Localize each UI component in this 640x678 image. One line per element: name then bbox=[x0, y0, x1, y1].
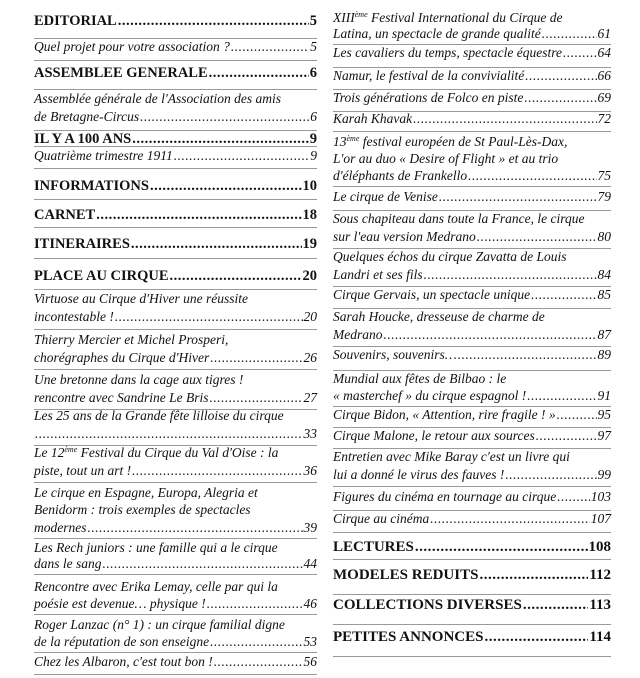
toc-section-informations[interactable] bbox=[34, 175, 317, 200]
entry-title-line: Thierry Mercier et Michel Prosperi, bbox=[34, 332, 229, 347]
toc-article-figures-du-cinema-en-tournage-au-cirque[interactable] bbox=[333, 488, 611, 511]
toc-article-les-25-ans-de-la-grande-fete-lilloise-du[interactable] bbox=[34, 407, 317, 446]
entry-title-line: dans le sang bbox=[34, 556, 102, 571]
toc-article-thierry-mercier-et-michel-prosperi[interactable] bbox=[34, 331, 317, 370]
dot-leader bbox=[207, 595, 303, 612]
entry-title-line: 13ème festival européen de St Paul-Lès-Dax, bbox=[333, 134, 568, 149]
entry-title-line: Souvenirs, souvenirs… bbox=[333, 347, 457, 362]
page-number: 108 bbox=[588, 539, 611, 555]
entry-title-line: Les 25 ans de la Grande fête lilloise du cirque bbox=[34, 408, 284, 423]
dot-leader bbox=[477, 228, 597, 246]
dot-leader bbox=[209, 64, 309, 82]
entry-title-line: Figures du cinéma en tournage au cirque bbox=[333, 489, 557, 504]
dot-leader bbox=[527, 387, 596, 404]
entry-title-line: Quel projet pour votre association ? bbox=[34, 39, 230, 54]
toc-section-modeles-reduits[interactable] bbox=[333, 564, 611, 595]
dot-leader bbox=[214, 654, 303, 670]
toc-article-cirque-au-cinema[interactable] bbox=[333, 510, 611, 533]
entry-title-line: Rencontre avec Erika Lemay, celle par qui la bbox=[34, 579, 278, 594]
entry-title-line: Cirque Bidon, « Attention, rire fragile ! » bbox=[333, 407, 556, 422]
page-number: 75 bbox=[597, 168, 611, 183]
dot-leader bbox=[132, 132, 309, 146]
toc-article-xiii-festival-international-du-cirque-de[interactable] bbox=[333, 10, 611, 45]
entry-title-line: Trois générations de Folco en piste bbox=[333, 90, 524, 105]
entry-title-line: Karah Khavak bbox=[333, 111, 413, 126]
entry-title-line: Assemblée générale de l'Association des amis bbox=[34, 91, 281, 106]
dot-leader bbox=[458, 346, 597, 364]
entry-title-line: PETITES ANNONCES bbox=[333, 629, 484, 645]
entry-title-line: Landri et ses fils bbox=[333, 267, 423, 282]
dot-leader bbox=[536, 427, 597, 444]
page-number: 26 bbox=[303, 350, 317, 365]
toc-article-13-festival-europeen-de-st-paul-les-dax[interactable] bbox=[333, 133, 611, 187]
dot-leader bbox=[413, 111, 596, 127]
dot-leader bbox=[210, 633, 302, 650]
entry-title-line: EDITORIAL bbox=[34, 13, 117, 29]
dot-leader bbox=[524, 89, 596, 107]
page-number: 69 bbox=[597, 90, 611, 105]
toc-article-cirque-bidon-attention-rire-fragile[interactable] bbox=[333, 406, 611, 428]
entry-title-line: ITINERAIRES bbox=[34, 236, 130, 252]
page-number: 87 bbox=[597, 327, 611, 342]
page-number: 39 bbox=[303, 519, 317, 535]
page-number: 97 bbox=[597, 428, 611, 443]
entry-title-line: Chez les Albaron, c'est tout bon ! bbox=[34, 654, 213, 669]
page-number: 112 bbox=[589, 567, 611, 583]
dot-leader bbox=[424, 266, 597, 284]
toc-article-virtuose-au-cirque-d-hiver-une-reussite[interactable] bbox=[34, 290, 317, 330]
toc-article-les-rech-juniors-une-famille-qui-a-le-ci[interactable] bbox=[34, 540, 317, 575]
page-number: 44 bbox=[303, 556, 317, 571]
entry-title-line: incontestable ! bbox=[34, 309, 114, 324]
page-number: 72 bbox=[597, 111, 611, 126]
entry-title-line: Le cirque de Venise bbox=[333, 189, 438, 204]
toc-section-place-au-cirque[interactable] bbox=[34, 265, 317, 290]
dot-leader bbox=[531, 286, 596, 304]
entry-title-line: d'éléphants de Frankello bbox=[333, 168, 468, 183]
entry-title-line: Medrano bbox=[333, 327, 383, 342]
dot-leader bbox=[96, 206, 301, 224]
entry-title-line: rencontre avec Sandrine Le Bris bbox=[34, 390, 209, 405]
page-number: 33 bbox=[303, 426, 317, 441]
page-number: 80 bbox=[597, 229, 611, 244]
page-number: 18 bbox=[302, 207, 317, 223]
toc-article-sous-chapiteau-dans-toute-la-france-le-c[interactable] bbox=[333, 210, 611, 249]
page-number: 79 bbox=[597, 189, 611, 204]
toc-article-souvenirs-souvenirs[interactable] bbox=[333, 346, 611, 371]
entry-title-line: Les cavaliers du temps, spectacle équestre bbox=[333, 45, 562, 60]
toc-article-entretien-avec-mike-baray-c-est-un-livre[interactable] bbox=[333, 448, 611, 487]
page-number: 56 bbox=[303, 654, 317, 669]
entry-title-line: sur l'eau version Medrano bbox=[333, 229, 476, 244]
entry-title-line: Virtuose au Cirque d'Hiver une réussite bbox=[34, 291, 248, 306]
toc-section-carnet[interactable] bbox=[34, 204, 317, 228]
toc-article-mundial-aux-fetes-de-bilbao-le[interactable] bbox=[333, 370, 611, 407]
entry-title-line: Le 12ème Festival du Cirque du Val d'Oise : la bbox=[34, 445, 279, 460]
toc-article-karah-khavak[interactable] bbox=[333, 111, 611, 132]
page-number: 53 bbox=[303, 634, 317, 649]
toc-article-le-cirque-en-espagne-europa-alegria-et[interactable] bbox=[34, 484, 317, 539]
page-number: 5 bbox=[309, 13, 317, 29]
toc-article-assemblee-generale-de-l-association-des-[interactable] bbox=[34, 90, 317, 131]
page-number: 6 bbox=[310, 109, 317, 124]
entry-title-line: Namur, le festival de la convivialité bbox=[333, 68, 525, 83]
dot-leader bbox=[209, 389, 302, 407]
dot-leader bbox=[557, 406, 597, 423]
dot-leader bbox=[132, 462, 302, 480]
toc-article-cirque-malone-le-retour-aux-sources[interactable] bbox=[333, 427, 611, 449]
page-number: 5 bbox=[310, 39, 317, 54]
toc-article-le-cirque-de-venise[interactable] bbox=[333, 188, 611, 211]
dot-leader bbox=[557, 488, 590, 506]
entry-title-line: Cirque Malone, le retour aux sources bbox=[333, 428, 535, 443]
page-number: 36 bbox=[303, 463, 317, 478]
page-number: 9 bbox=[310, 148, 317, 163]
entry-title-line: MODELES REDUITS bbox=[333, 567, 479, 583]
page-number: 91 bbox=[597, 388, 611, 403]
page-number: 64 bbox=[597, 45, 611, 60]
toc-article-quel-projet-pour-votre-association[interactable] bbox=[34, 38, 317, 61]
entry-title-line: piste, tout un art ! bbox=[34, 463, 132, 478]
entry-title-line: INFORMATIONS bbox=[34, 178, 149, 194]
page-number: 84 bbox=[597, 267, 611, 282]
toc-article-namur-le-festival-de-la-convivialite[interactable] bbox=[333, 67, 611, 90]
dot-leader bbox=[210, 349, 302, 367]
page-number: 66 bbox=[597, 68, 611, 83]
entry-title-line: ASSEMBLEE GENERALE bbox=[34, 65, 208, 81]
dot-leader bbox=[131, 235, 302, 253]
entry-title-line: Quatrième trimestre 1911 bbox=[34, 148, 173, 163]
dot-leader bbox=[542, 26, 597, 42]
page-number: 61 bbox=[597, 26, 611, 41]
toc-article-les-cavaliers-du-temps-spectacle-equestr[interactable] bbox=[333, 44, 611, 68]
entry-title-line: Sarah Houcke, dresseuse de charme de bbox=[333, 309, 545, 324]
entry-title-line: de la réputation de son enseigne bbox=[34, 634, 210, 649]
dot-leader bbox=[384, 326, 597, 344]
dot-leader bbox=[231, 38, 309, 56]
entry-title-line: PLACE AU CIRQUE bbox=[34, 268, 169, 284]
dot-leader bbox=[103, 556, 303, 572]
dot-leader bbox=[115, 308, 303, 326]
entry-title-line: poésie est devenue… physique ! bbox=[34, 596, 206, 611]
entry-title-line: L'or au duo « Desire of Flight » et au trio bbox=[333, 151, 559, 166]
entry-title-line: Benidorm : trois exemples de spectacles bbox=[34, 502, 251, 518]
entry-title-line: « masterchef » du cirque espagnol ! bbox=[333, 388, 527, 403]
entry-title-line: Latina, un spectacle de grande qualité bbox=[333, 26, 541, 41]
page-number: 107 bbox=[590, 511, 611, 526]
entry-title-line: Cirque au cinéma bbox=[333, 511, 430, 526]
ordinal-superscript: ème bbox=[354, 10, 368, 19]
toc-section-il-y-a-100-ans[interactable] bbox=[34, 130, 317, 147]
toc-article-rencontre-avec-erika-lemay-celle-par-qui[interactable] bbox=[34, 578, 317, 615]
entry-title-line: Une bretonne dans la cage aux tigres ! bbox=[34, 372, 244, 387]
page-number: 95 bbox=[597, 407, 611, 422]
dot-leader bbox=[170, 267, 302, 285]
toc-article-cirque-gervais-un-spectacle-unique[interactable] bbox=[333, 286, 611, 309]
toc-article-quelques-echos-du-cirque-zavatta-de-loui[interactable] bbox=[333, 248, 611, 287]
entry-title-line: Le cirque en Espagne, Europa, Alegria et bbox=[34, 485, 258, 500]
dot-leader bbox=[523, 596, 589, 614]
page-number: 113 bbox=[589, 597, 611, 613]
page-number: 20 bbox=[302, 268, 317, 284]
dot-leader bbox=[439, 188, 597, 206]
toc-article-roger-lanzac-n-1-un-cirque-familial-dign[interactable] bbox=[34, 616, 317, 653]
dot-leader bbox=[430, 510, 590, 528]
page-number: 10 bbox=[302, 178, 317, 194]
page-number: 27 bbox=[303, 390, 317, 405]
toc-article-quatrieme-trimestre-1911[interactable] bbox=[34, 148, 317, 169]
toc-section-collections-diverses[interactable] bbox=[333, 594, 611, 625]
page-number: 85 bbox=[597, 287, 611, 302]
entry-title-line: Mundial aux fêtes de Bilbao : le bbox=[333, 371, 507, 386]
dot-leader bbox=[150, 177, 302, 195]
page-number: 6 bbox=[309, 65, 317, 81]
page-number: 99 bbox=[597, 467, 611, 482]
ordinal-superscript: ème bbox=[346, 134, 360, 143]
page-number: 46 bbox=[303, 596, 317, 611]
entry-title-line: modernes bbox=[34, 519, 87, 535]
entry-title-line: Roger Lanzac (n° 1) : un cirque familial digne bbox=[34, 617, 285, 632]
page-number: 19 bbox=[302, 236, 317, 252]
entry-title-line: XIIIème Festival International du Cirque de bbox=[333, 10, 563, 25]
dot-leader bbox=[140, 108, 309, 126]
dot-leader bbox=[35, 425, 303, 443]
dot-leader bbox=[479, 566, 588, 584]
entry-title-line: COLLECTIONS DIVERSES bbox=[333, 597, 522, 613]
ordinal-superscript: ème bbox=[64, 445, 78, 454]
toc-article-sarah-houcke-dresseuse-de-charme-de[interactable] bbox=[333, 308, 611, 347]
dot-leader bbox=[484, 628, 588, 646]
page-number: 20 bbox=[303, 309, 317, 324]
entry-title-line: CARNET bbox=[34, 207, 96, 223]
page-number: 114 bbox=[589, 629, 611, 645]
dot-leader bbox=[118, 12, 309, 30]
toc-article-trois-generations-de-folco-en-piste[interactable] bbox=[333, 89, 611, 112]
dot-leader bbox=[525, 67, 596, 85]
entry-title-line: Sous chapiteau dans toute la France, le cirque bbox=[333, 211, 585, 226]
entry-title-line: LECTURES bbox=[333, 539, 414, 555]
entry-title-line: de Bretagne-Circus bbox=[34, 109, 140, 124]
dot-leader bbox=[468, 167, 596, 184]
entry-title-line: Entretien avec Mike Baray c'est un livre qui bbox=[333, 449, 570, 464]
entry-title-line: Quelques échos du cirque Zavatta de Louis bbox=[333, 249, 567, 264]
dot-leader bbox=[88, 519, 303, 536]
dot-leader bbox=[563, 44, 597, 62]
dot-leader bbox=[174, 148, 310, 164]
toc-article-une-bretonne-dans-la-cage-aux-tigres[interactable] bbox=[34, 371, 317, 410]
toc-section-itineraires[interactable] bbox=[34, 233, 317, 259]
toc-section-assemblee-generale[interactable] bbox=[34, 62, 317, 90]
toc-section-lectures[interactable] bbox=[333, 536, 611, 560]
entry-title-line: IL Y A 100 ANS bbox=[34, 131, 132, 147]
page-number: 9 bbox=[309, 131, 317, 147]
page-number: 89 bbox=[597, 347, 611, 362]
entry-title-line: Les Rech juniors : une famille qui a le cirque bbox=[34, 540, 278, 555]
entry-title-line: chorégraphes du Cirque d'Hiver bbox=[34, 350, 210, 365]
dot-leader bbox=[505, 466, 596, 484]
toc-section-petites-annonces[interactable] bbox=[333, 626, 611, 657]
toc-section-editorial[interactable] bbox=[34, 10, 317, 39]
entry-title-line: Cirque Gervais, un spectacle unique bbox=[333, 287, 531, 302]
toc-article-chez-les-albaron-c-est-tout-bon[interactable] bbox=[34, 654, 317, 675]
entry-title-line: lui a donné le virus des fauves ! bbox=[333, 467, 505, 482]
page-number: 103 bbox=[590, 489, 611, 504]
dot-leader bbox=[415, 538, 588, 556]
toc-article-le-12-festival-du-cirque-du-val-d-oise-l[interactable] bbox=[34, 444, 317, 483]
